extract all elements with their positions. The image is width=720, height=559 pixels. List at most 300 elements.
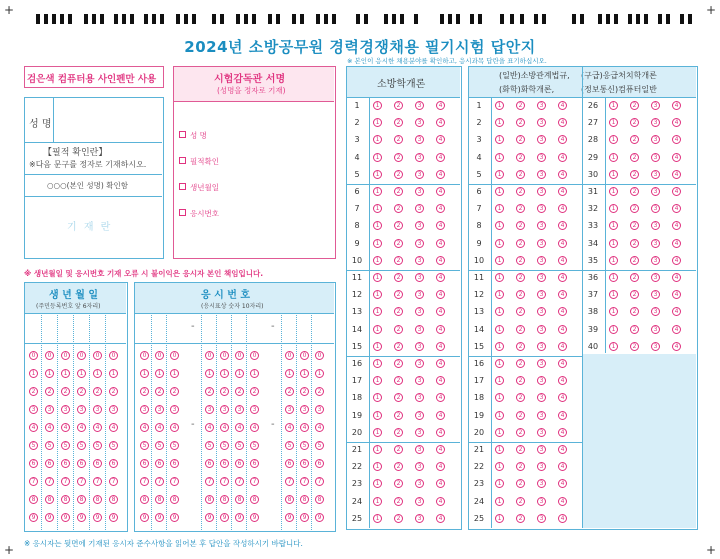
supervisor-checkbox[interactable] <box>179 157 186 164</box>
answer-bubble-1[interactable]: 1 <box>495 239 504 248</box>
exam-bubble-5[interactable]: 5 <box>155 441 164 450</box>
answer-bubble-3[interactable]: 3 <box>415 118 424 127</box>
birth-bubble-1[interactable]: 1 <box>109 369 118 378</box>
answer-bubble-3[interactable]: 3 <box>651 204 660 213</box>
exam-bubble-3[interactable]: 3 <box>300 405 309 414</box>
answer-bubble-3[interactable]: 3 <box>415 290 424 299</box>
answer-bubble-1[interactable]: 1 <box>373 479 382 488</box>
answer-bubble-3[interactable]: 3 <box>415 359 424 368</box>
answer-bubble-1[interactable]: 1 <box>373 170 382 179</box>
exam-bubble-7[interactable]: 7 <box>205 477 214 486</box>
answer-bubble-2[interactable]: 2 <box>394 290 403 299</box>
exam-bubble-2[interactable]: 2 <box>285 387 294 396</box>
answer-bubble-2[interactable]: 2 <box>630 204 639 213</box>
exam-bubble-8[interactable]: 8 <box>250 495 259 504</box>
answer-bubble-4[interactable]: 4 <box>558 497 567 506</box>
birth-bubble-3[interactable]: 3 <box>93 405 102 414</box>
answer-bubble-2[interactable]: 2 <box>394 187 403 196</box>
exam-bubble-4[interactable]: 4 <box>170 423 179 432</box>
exam-bubble-4[interactable]: 4 <box>250 423 259 432</box>
exam-bubble-5[interactable]: 5 <box>315 441 324 450</box>
answer-bubble-3[interactable]: 3 <box>537 170 546 179</box>
answer-bubble-2[interactable]: 2 <box>394 514 403 523</box>
answer-bubble-2[interactable]: 2 <box>516 428 525 437</box>
answer-bubble-2[interactable]: 2 <box>394 376 403 385</box>
birth-bubble-2[interactable]: 2 <box>109 387 118 396</box>
answer-bubble-4[interactable]: 4 <box>436 273 445 282</box>
answer-bubble-2[interactable]: 2 <box>516 153 525 162</box>
answer-bubble-4[interactable]: 4 <box>558 325 567 334</box>
birth-bubble-0[interactable]: 0 <box>109 351 118 360</box>
birth-bubble-7[interactable]: 7 <box>93 477 102 486</box>
answer-bubble-4[interactable]: 4 <box>436 170 445 179</box>
exam-bubble-1[interactable]: 1 <box>170 369 179 378</box>
answer-bubble-4[interactable]: 4 <box>436 187 445 196</box>
answer-bubble-3[interactable]: 3 <box>651 342 660 351</box>
answer-bubble-3[interactable]: 3 <box>537 204 546 213</box>
birth-bubble-9[interactable]: 9 <box>93 513 102 522</box>
birth-bubble-4[interactable]: 4 <box>77 423 86 432</box>
birth-bubble-4[interactable]: 4 <box>109 423 118 432</box>
answer-bubble-3[interactable]: 3 <box>537 307 546 316</box>
exam-bubble-6[interactable]: 6 <box>235 459 244 468</box>
answer-bubble-1[interactable]: 1 <box>373 359 382 368</box>
answer-bubble-3[interactable]: 3 <box>537 445 546 454</box>
exam-bubble-1[interactable]: 1 <box>250 369 259 378</box>
birth-bubble-9[interactable]: 9 <box>29 513 38 522</box>
answer-bubble-3[interactable]: 3 <box>651 221 660 230</box>
exam-bubble-8[interactable]: 8 <box>170 495 179 504</box>
birth-bubble-1[interactable]: 1 <box>61 369 70 378</box>
exam-bubble-2[interactable]: 2 <box>155 387 164 396</box>
exam-bubble-5[interactable]: 5 <box>235 441 244 450</box>
exam-bubble-6[interactable]: 6 <box>300 459 309 468</box>
exam-bubble-8[interactable]: 8 <box>155 495 164 504</box>
answer-bubble-2[interactable]: 2 <box>630 187 639 196</box>
exam-bubble-9[interactable]: 9 <box>250 513 259 522</box>
answer-bubble-3[interactable]: 3 <box>415 342 424 351</box>
answer-bubble-4[interactable]: 4 <box>672 256 681 265</box>
exam-bubble-1[interactable]: 1 <box>140 369 149 378</box>
birth-bubble-6[interactable]: 6 <box>109 459 118 468</box>
answer-bubble-2[interactable]: 2 <box>394 273 403 282</box>
answer-bubble-2[interactable]: 2 <box>516 170 525 179</box>
birth-bubble-7[interactable]: 7 <box>61 477 70 486</box>
answer-bubble-2[interactable]: 2 <box>516 204 525 213</box>
exam-bubble-3[interactable]: 3 <box>285 405 294 414</box>
exam-bubble-5[interactable]: 5 <box>205 441 214 450</box>
birth-bubble-3[interactable]: 3 <box>29 405 38 414</box>
supervisor-checkbox[interactable] <box>179 183 186 190</box>
exam-bubble-1[interactable]: 1 <box>155 369 164 378</box>
answer-bubble-4[interactable]: 4 <box>558 514 567 523</box>
answer-bubble-3[interactable]: 3 <box>415 221 424 230</box>
exam-bubble-9[interactable]: 9 <box>170 513 179 522</box>
exam-bubble-0[interactable]: 0 <box>250 351 259 360</box>
birth-bubble-0[interactable]: 0 <box>61 351 70 360</box>
answer-bubble-3[interactable]: 3 <box>537 290 546 299</box>
answer-bubble-1[interactable]: 1 <box>495 118 504 127</box>
answer-bubble-2[interactable]: 2 <box>630 118 639 127</box>
answer-bubble-2[interactable]: 2 <box>516 393 525 402</box>
answer-bubble-4[interactable]: 4 <box>672 239 681 248</box>
answer-bubble-2[interactable]: 2 <box>394 342 403 351</box>
answer-bubble-3[interactable]: 3 <box>415 187 424 196</box>
exam-bubble-9[interactable]: 9 <box>285 513 294 522</box>
birth-bubble-7[interactable]: 7 <box>109 477 118 486</box>
answer-bubble-3[interactable]: 3 <box>415 514 424 523</box>
birth-bubble-1[interactable]: 1 <box>29 369 38 378</box>
birth-bubble-9[interactable]: 9 <box>77 513 86 522</box>
answer-bubble-4[interactable]: 4 <box>558 170 567 179</box>
answer-bubble-2[interactable]: 2 <box>630 290 639 299</box>
exam-bubble-4[interactable]: 4 <box>155 423 164 432</box>
answer-bubble-3[interactable]: 3 <box>537 411 546 420</box>
exam-bubble-4[interactable]: 4 <box>235 423 244 432</box>
answer-bubble-3[interactable]: 3 <box>415 273 424 282</box>
answer-bubble-2[interactable]: 2 <box>630 239 639 248</box>
exam-bubble-4[interactable]: 4 <box>315 423 324 432</box>
answer-bubble-3[interactable]: 3 <box>415 376 424 385</box>
name-field[interactable] <box>54 98 162 142</box>
answer-bubble-4[interactable]: 4 <box>558 153 567 162</box>
answer-bubble-4[interactable]: 4 <box>436 204 445 213</box>
answer-bubble-2[interactable]: 2 <box>394 101 403 110</box>
answer-bubble-2[interactable]: 2 <box>516 411 525 420</box>
birth-bubble-5[interactable]: 5 <box>93 441 102 450</box>
answer-bubble-2[interactable]: 2 <box>394 221 403 230</box>
answer-bubble-1[interactable]: 1 <box>373 514 382 523</box>
birth-bubble-6[interactable]: 6 <box>45 459 54 468</box>
answer-bubble-3[interactable]: 3 <box>415 428 424 437</box>
exam-bubble-8[interactable]: 8 <box>315 495 324 504</box>
answer-bubble-2[interactable]: 2 <box>394 359 403 368</box>
answer-bubble-4[interactable]: 4 <box>672 118 681 127</box>
exam-bubble-1[interactable]: 1 <box>285 369 294 378</box>
birth-bubble-1[interactable]: 1 <box>45 369 54 378</box>
exam-bubble-4[interactable]: 4 <box>285 423 294 432</box>
answer-bubble-3[interactable]: 3 <box>537 153 546 162</box>
answer-bubble-1[interactable]: 1 <box>495 307 504 316</box>
answer-bubble-4[interactable]: 4 <box>558 307 567 316</box>
answer-bubble-1[interactable]: 1 <box>495 376 504 385</box>
answer-bubble-1[interactable]: 1 <box>373 497 382 506</box>
exam-bubble-0[interactable]: 0 <box>170 351 179 360</box>
answer-bubble-1[interactable]: 1 <box>373 273 382 282</box>
exam-bubble-3[interactable]: 3 <box>155 405 164 414</box>
answer-bubble-1[interactable]: 1 <box>609 153 618 162</box>
exam-bubble-2[interactable]: 2 <box>300 387 309 396</box>
birth-bubble-5[interactable]: 5 <box>29 441 38 450</box>
exam-bubble-3[interactable]: 3 <box>205 405 214 414</box>
answer-bubble-3[interactable]: 3 <box>537 187 546 196</box>
answer-bubble-2[interactable]: 2 <box>394 497 403 506</box>
answer-bubble-1[interactable]: 1 <box>609 170 618 179</box>
answer-bubble-1[interactable]: 1 <box>609 187 618 196</box>
answer-bubble-1[interactable]: 1 <box>609 101 618 110</box>
exam-bubble-5[interactable]: 5 <box>285 441 294 450</box>
answer-bubble-2[interactable]: 2 <box>516 307 525 316</box>
birth-bubble-5[interactable]: 5 <box>109 441 118 450</box>
exam-bubble-7[interactable]: 7 <box>140 477 149 486</box>
birth-bubble-8[interactable]: 8 <box>45 495 54 504</box>
answer-bubble-1[interactable]: 1 <box>373 101 382 110</box>
answer-bubble-1[interactable]: 1 <box>495 273 504 282</box>
answer-bubble-1[interactable]: 1 <box>495 359 504 368</box>
answer-bubble-1[interactable]: 1 <box>373 342 382 351</box>
answer-bubble-4[interactable]: 4 <box>672 342 681 351</box>
answer-bubble-2[interactable]: 2 <box>516 359 525 368</box>
answer-bubble-1[interactable]: 1 <box>495 256 504 265</box>
birth-bubble-2[interactable]: 2 <box>29 387 38 396</box>
answer-bubble-1[interactable]: 1 <box>495 221 504 230</box>
exam-bubble-5[interactable]: 5 <box>220 441 229 450</box>
exam-bubble-9[interactable]: 9 <box>205 513 214 522</box>
answer-bubble-4[interactable]: 4 <box>436 393 445 402</box>
exam-bubble-7[interactable]: 7 <box>235 477 244 486</box>
birth-bubble-3[interactable]: 3 <box>45 405 54 414</box>
exam-bubble-6[interactable]: 6 <box>170 459 179 468</box>
exam-bubble-9[interactable]: 9 <box>140 513 149 522</box>
answer-bubble-2[interactable]: 2 <box>516 101 525 110</box>
exam-bubble-8[interactable]: 8 <box>285 495 294 504</box>
answer-bubble-3[interactable]: 3 <box>537 256 546 265</box>
answer-bubble-3[interactable]: 3 <box>651 273 660 282</box>
answer-bubble-4[interactable]: 4 <box>672 101 681 110</box>
answer-bubble-3[interactable]: 3 <box>415 153 424 162</box>
answer-bubble-3[interactable]: 3 <box>415 101 424 110</box>
answer-bubble-4[interactable]: 4 <box>558 479 567 488</box>
birth-bubble-7[interactable]: 7 <box>29 477 38 486</box>
exam-bubble-0[interactable]: 0 <box>140 351 149 360</box>
answer-bubble-3[interactable]: 3 <box>415 135 424 144</box>
answer-bubble-2[interactable]: 2 <box>516 497 525 506</box>
answer-bubble-2[interactable]: 2 <box>516 273 525 282</box>
exam-bubble-3[interactable]: 3 <box>315 405 324 414</box>
answer-bubble-4[interactable]: 4 <box>558 239 567 248</box>
answer-bubble-2[interactable]: 2 <box>516 479 525 488</box>
answer-bubble-4[interactable]: 4 <box>436 411 445 420</box>
answer-bubble-1[interactable]: 1 <box>373 187 382 196</box>
answer-bubble-4[interactable]: 4 <box>558 187 567 196</box>
exam-bubble-2[interactable]: 2 <box>315 387 324 396</box>
exam-bubble-1[interactable]: 1 <box>315 369 324 378</box>
answer-bubble-2[interactable]: 2 <box>516 342 525 351</box>
answer-bubble-4[interactable]: 4 <box>558 342 567 351</box>
answer-bubble-1[interactable]: 1 <box>495 325 504 334</box>
answer-bubble-4[interactable]: 4 <box>672 325 681 334</box>
answer-bubble-2[interactable]: 2 <box>516 239 525 248</box>
exam-bubble-3[interactable]: 3 <box>170 405 179 414</box>
answer-bubble-3[interactable]: 3 <box>537 221 546 230</box>
answer-bubble-2[interactable]: 2 <box>394 170 403 179</box>
answer-bubble-1[interactable]: 1 <box>609 307 618 316</box>
answer-bubble-1[interactable]: 1 <box>373 428 382 437</box>
answer-bubble-4[interactable]: 4 <box>436 239 445 248</box>
answer-bubble-4[interactable]: 4 <box>436 497 445 506</box>
birth-bubble-3[interactable]: 3 <box>61 405 70 414</box>
birth-bubble-7[interactable]: 7 <box>45 477 54 486</box>
birth-bubble-0[interactable]: 0 <box>29 351 38 360</box>
birth-bubble-6[interactable]: 6 <box>77 459 86 468</box>
answer-bubble-3[interactable]: 3 <box>651 135 660 144</box>
answer-bubble-1[interactable]: 1 <box>495 462 504 471</box>
exam-bubble-6[interactable]: 6 <box>205 459 214 468</box>
answer-bubble-1[interactable]: 1 <box>373 376 382 385</box>
answer-bubble-3[interactable]: 3 <box>415 307 424 316</box>
answer-bubble-4[interactable]: 4 <box>436 428 445 437</box>
answer-bubble-1[interactable]: 1 <box>373 307 382 316</box>
answer-bubble-3[interactable]: 3 <box>651 307 660 316</box>
answer-bubble-4[interactable]: 4 <box>436 514 445 523</box>
answer-bubble-1[interactable]: 1 <box>373 256 382 265</box>
answer-bubble-4[interactable]: 4 <box>672 204 681 213</box>
exam-bubble-2[interactable]: 2 <box>205 387 214 396</box>
answer-bubble-4[interactable]: 4 <box>558 462 567 471</box>
birth-bubble-9[interactable]: 9 <box>61 513 70 522</box>
answer-bubble-1[interactable]: 1 <box>609 239 618 248</box>
birth-bubble-6[interactable]: 6 <box>93 459 102 468</box>
answer-bubble-3[interactable]: 3 <box>651 118 660 127</box>
exam-bubble-6[interactable]: 6 <box>155 459 164 468</box>
answer-bubble-4[interactable]: 4 <box>436 290 445 299</box>
answer-bubble-3[interactable]: 3 <box>537 514 546 523</box>
answer-bubble-1[interactable]: 1 <box>495 342 504 351</box>
exam-bubble-5[interactable]: 5 <box>140 441 149 450</box>
answer-bubble-1[interactable]: 1 <box>495 153 504 162</box>
exam-bubble-3[interactable]: 3 <box>250 405 259 414</box>
answer-bubble-1[interactable]: 1 <box>609 273 618 282</box>
answer-bubble-4[interactable]: 4 <box>558 135 567 144</box>
answer-bubble-3[interactable]: 3 <box>537 239 546 248</box>
answer-bubble-2[interactable]: 2 <box>630 256 639 265</box>
answer-bubble-1[interactable]: 1 <box>609 204 618 213</box>
answer-bubble-3[interactable]: 3 <box>651 101 660 110</box>
answer-bubble-1[interactable]: 1 <box>495 135 504 144</box>
answer-bubble-3[interactable]: 3 <box>651 256 660 265</box>
answer-bubble-2[interactable]: 2 <box>394 479 403 488</box>
exam-bubble-9[interactable]: 9 <box>300 513 309 522</box>
exam-bubble-5[interactable]: 5 <box>300 441 309 450</box>
birth-bubble-3[interactable]: 3 <box>77 405 86 414</box>
answer-bubble-1[interactable]: 1 <box>495 204 504 213</box>
exam-bubble-2[interactable]: 2 <box>140 387 149 396</box>
exam-bubble-8[interactable]: 8 <box>205 495 214 504</box>
answer-bubble-4[interactable]: 4 <box>672 273 681 282</box>
exam-bubble-6[interactable]: 6 <box>220 459 229 468</box>
answer-bubble-1[interactable]: 1 <box>373 221 382 230</box>
exam-bubble-4[interactable]: 4 <box>220 423 229 432</box>
answer-bubble-4[interactable]: 4 <box>558 101 567 110</box>
answer-bubble-3[interactable]: 3 <box>415 497 424 506</box>
answer-bubble-4[interactable]: 4 <box>436 153 445 162</box>
exam-bubble-6[interactable]: 6 <box>285 459 294 468</box>
exam-bubble-8[interactable]: 8 <box>140 495 149 504</box>
exam-bubble-3[interactable]: 3 <box>220 405 229 414</box>
birth-bubble-8[interactable]: 8 <box>93 495 102 504</box>
answer-bubble-2[interactable]: 2 <box>394 462 403 471</box>
exam-bubble-0[interactable]: 0 <box>300 351 309 360</box>
answer-bubble-3[interactable]: 3 <box>537 118 546 127</box>
birth-bubble-4[interactable]: 4 <box>61 423 70 432</box>
birth-bubble-6[interactable]: 6 <box>29 459 38 468</box>
answer-bubble-4[interactable]: 4 <box>436 376 445 385</box>
answer-bubble-3[interactable]: 3 <box>537 135 546 144</box>
answer-bubble-3[interactable]: 3 <box>537 376 546 385</box>
answer-bubble-2[interactable]: 2 <box>630 325 639 334</box>
answer-bubble-2[interactable]: 2 <box>516 290 525 299</box>
exam-bubble-7[interactable]: 7 <box>155 477 164 486</box>
answer-bubble-3[interactable]: 3 <box>537 359 546 368</box>
answer-bubble-4[interactable]: 4 <box>558 445 567 454</box>
answer-bubble-4[interactable]: 4 <box>672 135 681 144</box>
answer-bubble-3[interactable]: 3 <box>537 101 546 110</box>
birth-bubble-9[interactable]: 9 <box>109 513 118 522</box>
answer-bubble-2[interactable]: 2 <box>516 325 525 334</box>
exam-bubble-2[interactable]: 2 <box>235 387 244 396</box>
answer-bubble-3[interactable]: 3 <box>415 325 424 334</box>
exam-bubble-9[interactable]: 9 <box>235 513 244 522</box>
answer-bubble-4[interactable]: 4 <box>436 445 445 454</box>
answer-bubble-2[interactable]: 2 <box>394 307 403 316</box>
birth-bubble-8[interactable]: 8 <box>109 495 118 504</box>
birth-bubble-5[interactable]: 5 <box>45 441 54 450</box>
answer-bubble-2[interactable]: 2 <box>516 462 525 471</box>
birth-bubble-2[interactable]: 2 <box>45 387 54 396</box>
answer-bubble-3[interactable]: 3 <box>537 462 546 471</box>
answer-bubble-3[interactable]: 3 <box>651 325 660 334</box>
answer-bubble-4[interactable]: 4 <box>672 187 681 196</box>
exam-bubble-2[interactable]: 2 <box>170 387 179 396</box>
exam-bubble-1[interactable]: 1 <box>235 369 244 378</box>
answer-bubble-4[interactable]: 4 <box>672 307 681 316</box>
exam-bubble-0[interactable]: 0 <box>220 351 229 360</box>
answer-bubble-2[interactable]: 2 <box>394 204 403 213</box>
birth-bubble-5[interactable]: 5 <box>61 441 70 450</box>
exam-bubble-0[interactable]: 0 <box>235 351 244 360</box>
answer-bubble-4[interactable]: 4 <box>558 376 567 385</box>
answer-bubble-2[interactable]: 2 <box>630 135 639 144</box>
exam-bubble-2[interactable]: 2 <box>250 387 259 396</box>
answer-bubble-3[interactable]: 3 <box>537 479 546 488</box>
birth-bubble-2[interactable]: 2 <box>61 387 70 396</box>
answer-bubble-3[interactable]: 3 <box>651 290 660 299</box>
answer-bubble-4[interactable]: 4 <box>558 273 567 282</box>
answer-bubble-3[interactable]: 3 <box>415 445 424 454</box>
birth-bubble-6[interactable]: 6 <box>61 459 70 468</box>
answer-bubble-2[interactable]: 2 <box>516 376 525 385</box>
answer-bubble-3[interactable]: 3 <box>415 479 424 488</box>
exam-bubble-5[interactable]: 5 <box>250 441 259 450</box>
answer-bubble-1[interactable]: 1 <box>495 411 504 420</box>
exam-bubble-6[interactable]: 6 <box>315 459 324 468</box>
exam-bubble-0[interactable]: 0 <box>285 351 294 360</box>
answer-bubble-2[interactable]: 2 <box>394 239 403 248</box>
birth-bubble-5[interactable]: 5 <box>77 441 86 450</box>
exam-bubble-6[interactable]: 6 <box>140 459 149 468</box>
answer-bubble-4[interactable]: 4 <box>558 393 567 402</box>
birth-bubble-9[interactable]: 9 <box>45 513 54 522</box>
exam-bubble-9[interactable]: 9 <box>315 513 324 522</box>
exam-bubble-5[interactable]: 5 <box>170 441 179 450</box>
exam-bubble-9[interactable]: 9 <box>155 513 164 522</box>
answer-bubble-1[interactable]: 1 <box>609 290 618 299</box>
exam-bubble-2[interactable]: 2 <box>220 387 229 396</box>
answer-bubble-2[interactable]: 2 <box>394 118 403 127</box>
birth-bubble-0[interactable]: 0 <box>77 351 86 360</box>
answer-bubble-4[interactable]: 4 <box>672 221 681 230</box>
answer-bubble-1[interactable]: 1 <box>495 497 504 506</box>
